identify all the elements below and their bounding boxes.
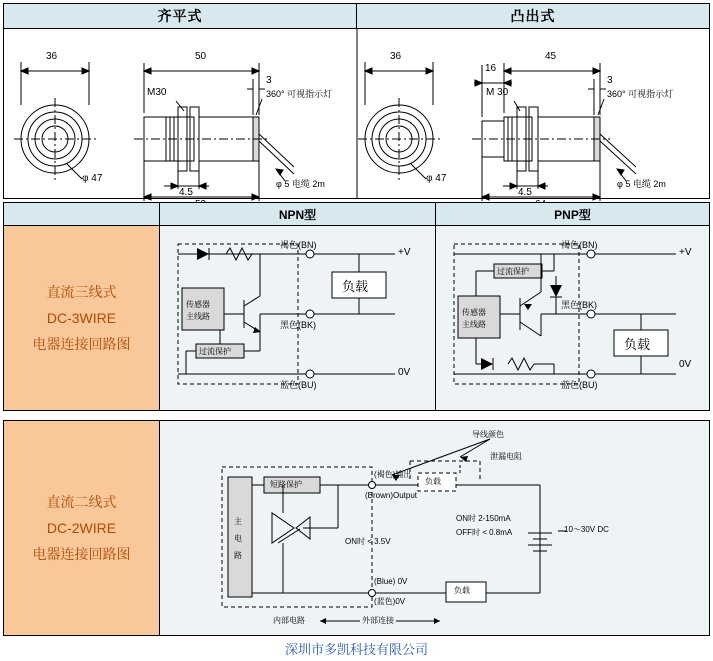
pnp-plus-v-label: +V bbox=[679, 247, 692, 258]
dc-3wire-label-line2: DC-3WIRE bbox=[46, 310, 117, 326]
off-current-spec: OFF时 < 0.8mA bbox=[456, 528, 513, 537]
dc-3wire-row bbox=[3, 226, 710, 411]
protruding-cable-note: φ 5 电缆 2m bbox=[617, 179, 666, 189]
dc-2wire-circuit-svg bbox=[160, 421, 710, 637]
flush-led-dim: 3 bbox=[266, 75, 272, 86]
npn-zero-v-label: 0V bbox=[398, 367, 411, 378]
pnp-zero-v-label: 0V bbox=[679, 359, 692, 370]
npn-black-wire-label: 黑色(BK) bbox=[280, 320, 317, 330]
flush-thread: M30 bbox=[147, 87, 167, 98]
external-connection-label: 外部连接 bbox=[362, 616, 394, 625]
pnp-blue-wire-label: 蓝色(BU) bbox=[561, 380, 598, 390]
blue-0v-en: (Blue) 0V bbox=[374, 577, 408, 586]
npn-core-line2: 主线路 bbox=[186, 312, 210, 321]
brown-output-en: (Brown)Output bbox=[365, 491, 418, 500]
pnp-circuit-diagram bbox=[436, 226, 709, 410]
pnp-load-label: 负载 bbox=[624, 337, 651, 352]
protruding-length-top: 45 bbox=[545, 51, 557, 62]
main-circuit-line2: 电 bbox=[234, 534, 242, 543]
wire-color-note: 导线颜色 bbox=[472, 430, 504, 439]
flush-style-title: 齐平式 bbox=[4, 4, 357, 28]
protruding-diameter: φ 47 bbox=[426, 173, 447, 184]
pnp-core-line1: 传感器 bbox=[462, 308, 486, 317]
on-current-spec: ON时 2-150mA bbox=[456, 514, 511, 523]
protruding-style-title: 凸出式 bbox=[510, 8, 556, 24]
short-protect-label: 短路保护 bbox=[270, 480, 302, 489]
flush-nut-dim: 4.5 bbox=[179, 187, 193, 198]
supply-voltage-spec: 10～30V DC bbox=[564, 525, 609, 534]
protruding-thread: M 30 bbox=[486, 87, 509, 98]
protruding-nut-dim: 4.5 bbox=[518, 187, 532, 198]
pnp-protect-label: 过流保护 bbox=[497, 267, 529, 276]
pnp-type-title: PNP型 bbox=[554, 207, 591, 222]
flush-cable-note: φ 5 电缆 2m bbox=[276, 179, 325, 189]
protruding-led-note: 360° 可视指示灯 bbox=[607, 89, 674, 99]
pnp-core-line2: 主线路 bbox=[462, 320, 486, 329]
brown-output-cn: (褐色)输出 bbox=[374, 470, 412, 479]
dc-3wire-label-line3: 电器连接回路图 bbox=[32, 336, 131, 352]
flush-front-dim: 36 bbox=[46, 51, 58, 62]
internal-circuit-label: 内部电路 bbox=[273, 616, 305, 625]
dc-2wire-circuit-diagram bbox=[160, 421, 709, 635]
style-header-row bbox=[3, 3, 710, 29]
dc-2wire-label-line2: DC-2WIRE bbox=[46, 520, 117, 536]
flush-diameter: φ 47 bbox=[82, 173, 103, 184]
output-type-header bbox=[3, 202, 710, 226]
blue-0v-cn: (蓝色)0V bbox=[374, 597, 406, 606]
dimension-drawings bbox=[3, 29, 710, 199]
dc-2wire-label bbox=[4, 421, 160, 635]
npn-blue-wire-label: 蓝色(BU) bbox=[280, 380, 317, 390]
main-circuit-line3: 路 bbox=[234, 551, 242, 560]
leak-resistor-label: 泄漏电阻 bbox=[490, 452, 522, 461]
company-name: 深圳市多凯科技有限公司 bbox=[284, 642, 428, 657]
protruding-tip-dim: 16 bbox=[485, 63, 497, 74]
drawings-svg bbox=[4, 29, 711, 199]
dc-2wire-label-line3: 电器连接回路图 bbox=[32, 546, 131, 562]
footer-company bbox=[0, 636, 713, 661]
npn-circuit-diagram bbox=[160, 226, 436, 410]
dc-2wire-label-line1: 直流二线式 bbox=[46, 494, 117, 510]
npn-brown-wire-label: 褐色(BN) bbox=[280, 240, 317, 250]
pnp-brown-wire-label: 褐色(BN) bbox=[561, 240, 598, 250]
npn-protect-label: 过流保护 bbox=[199, 347, 231, 356]
leak-load-label: 负载 bbox=[425, 477, 441, 486]
dc-2wire-row bbox=[3, 420, 710, 636]
flush-length-top: 50 bbox=[195, 51, 207, 62]
on-voltage-spec: ON时 < 3.5V bbox=[345, 537, 391, 546]
protruding-front-dim: 36 bbox=[390, 51, 402, 62]
npn-core-line1: 传感器 bbox=[186, 300, 210, 309]
bottom-load-label: 负载 bbox=[454, 586, 470, 595]
flush-led-note: 360° 可视指示灯 bbox=[266, 89, 333, 99]
dc-3wire-label bbox=[4, 226, 160, 410]
npn-plus-v-label: +V bbox=[398, 247, 411, 258]
protruding-led-dim: 3 bbox=[607, 75, 613, 86]
pnp-black-wire-label: 黑色(BK) bbox=[561, 300, 598, 310]
main-circuit-line1: 主 bbox=[234, 517, 242, 526]
dc-3wire-label-line1: 直流三线式 bbox=[46, 284, 117, 300]
type-header-spacer bbox=[4, 203, 160, 225]
npn-type-title: NPN型 bbox=[160, 203, 436, 225]
npn-load-label: 负载 bbox=[342, 279, 369, 294]
